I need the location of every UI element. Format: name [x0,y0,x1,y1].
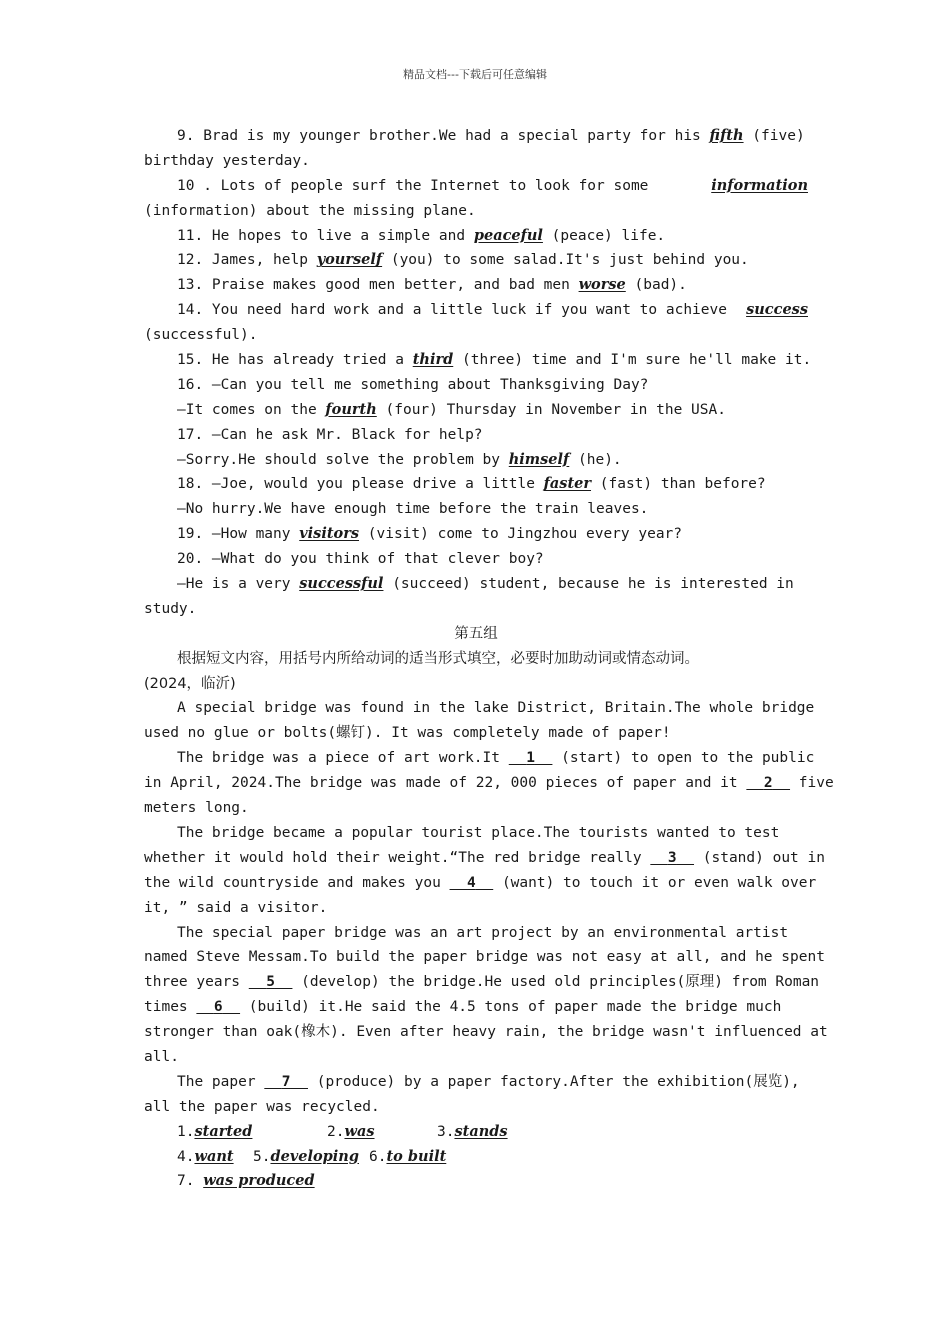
question-20-reply: —He is a very successful (succeed) student, because he is interested in [177,575,794,593]
section-instruction: 根据短文内容，用括号内所给动词的适当形式填空，必要时加助动词或情态动词。 [177,650,699,667]
question-17-reply: —Sorry.He should solve the problem by himself (he). [177,450,622,468]
passage-line: whether it would hold their weight.“The red bridge really 3 (stand) out in [144,846,808,871]
passage-line: named Steve Messam.To build the paper bridge was not easy at all, and he spent [144,949,825,966]
answer-q10: information [711,176,808,194]
passage-line: it, ” said a visitor. [144,899,328,916]
blank-5: 5 [266,974,275,991]
section-source: (2024，临沂) [144,675,236,692]
answer-q9: fifth [709,127,744,144]
answer-key-item: 5.developing [253,1147,359,1165]
answer-q15: third [412,351,454,369]
answer-key-item: 3.stands [437,1122,508,1140]
blank-7: 7 [281,1073,291,1090]
question-11: 11. He hopes to live a simple and peaceful (peace) life. [177,226,666,244]
answer-key-item: 6.to built [369,1147,447,1165]
passage-line: times 6 (build) it.He said the 4.5 tons of paper made the bridge much [144,995,808,1020]
passage-line: The special paper bridge was an art project by an environmental artist [177,924,789,941]
question-9-cont: birthday yesterday. [144,152,310,169]
question-14-cont: (successful). [144,327,258,344]
passage-line: in April, 2024.The bridge was made of 22, 000 pieces of paper and it 2 five [144,771,808,796]
answer-q19: visitors [299,525,360,543]
question-16-reply: —It comes on the fourth (four) Thursday in November in the USA. [177,400,726,418]
question-10: 10 . Lots of people surf the Internet to look for some information [144,174,808,199]
question-18-reply: —No hurry.We have enough time before the train leaves. [177,501,649,518]
answer-q16: fourth [325,400,377,418]
answer-row [144,1169,808,1194]
answer-q20: successful [299,575,384,593]
question-14: 14. You need hard work and a little luck if you want to achieve success [144,298,808,323]
answer-q18: faster [543,475,592,493]
question-15: 15. He has already tried a third (three) time and I'm sure he'll make it. [177,351,812,369]
blank-1: 1 [526,750,535,767]
answer-q11: peaceful [473,226,543,244]
answer-key-item: 1.started [177,1122,253,1140]
answer-q12: yourself [316,251,383,269]
answer-q17: himself [508,450,570,468]
blank-2: 2 [763,775,773,792]
passage-line: meters long. [144,800,249,817]
passage-line: The bridge was a piece of art work.It 1 (start) to open to the public [144,746,808,771]
passage-line: The bridge became a popular tourist place.The tourists wanted to test [177,824,780,841]
passage-line: all. [144,1048,179,1065]
page-header: 精品文档---下载后可任意编辑 [403,68,547,81]
answer-key-item: 4.want [177,1147,234,1165]
blank-4: 4 [467,874,476,891]
passage-line: all the paper was recycled. [144,1098,380,1115]
passage-line: The paper 7 (produce) by a paper factory.After the exhibition(展览), [144,1070,808,1095]
passage-line: three years 5 (develop) the bridge.He used old principles(原理) from Roman [144,970,808,995]
passage-line: the wild countryside and makes you 4 (want) to touch it or even walk over [144,871,808,896]
question-17: 17. —Can he ask Mr. Black for help? [177,426,483,443]
section-title: 第五组 [454,625,498,642]
answer-key-item: 7. was produced [177,1172,315,1190]
answer-row [144,1120,808,1145]
answer-q14: success [746,301,808,319]
question-18: 18. —Joe, would you please drive a little faster (fast) than before? [177,475,766,493]
question-20-cont: study. [144,600,197,617]
question-19: 19. —How many visitors (visit) come to Jingzhou every year? [177,525,683,543]
passage-line: A special bridge was found in the lake District, Britain.The whole bridge [177,700,815,717]
question-20: 20. —What do you think of that clever boy? [177,551,544,568]
blank-3: 3 [667,849,677,866]
answer-q13: worse [578,276,626,294]
question-9: 9. Brad is my younger brother.We had a special party for his fifth (five) [177,127,805,144]
question-12: 12. James, help yourself (you) to some salad.It's just behind you. [177,251,749,269]
blank-6: 6 [213,999,223,1016]
answer-row [144,1145,808,1170]
question-13: 13. Praise makes good men better, and bad men worse (bad). [177,276,687,294]
question-10-cont: (information) about the missing plane. [144,202,476,219]
document-body [144,124,834,1194]
passage-line: used no glue or bolts(螺钉). It was completely made of paper! [144,725,671,742]
question-16: 16. —Can you tell me something about Thanksgiving Day? [177,376,649,393]
passage-line: stronger than oak(橡木). Even after heavy rain, the bridge wasn't influenced at [144,1024,828,1041]
answer-key-item: 2.was [327,1122,375,1140]
